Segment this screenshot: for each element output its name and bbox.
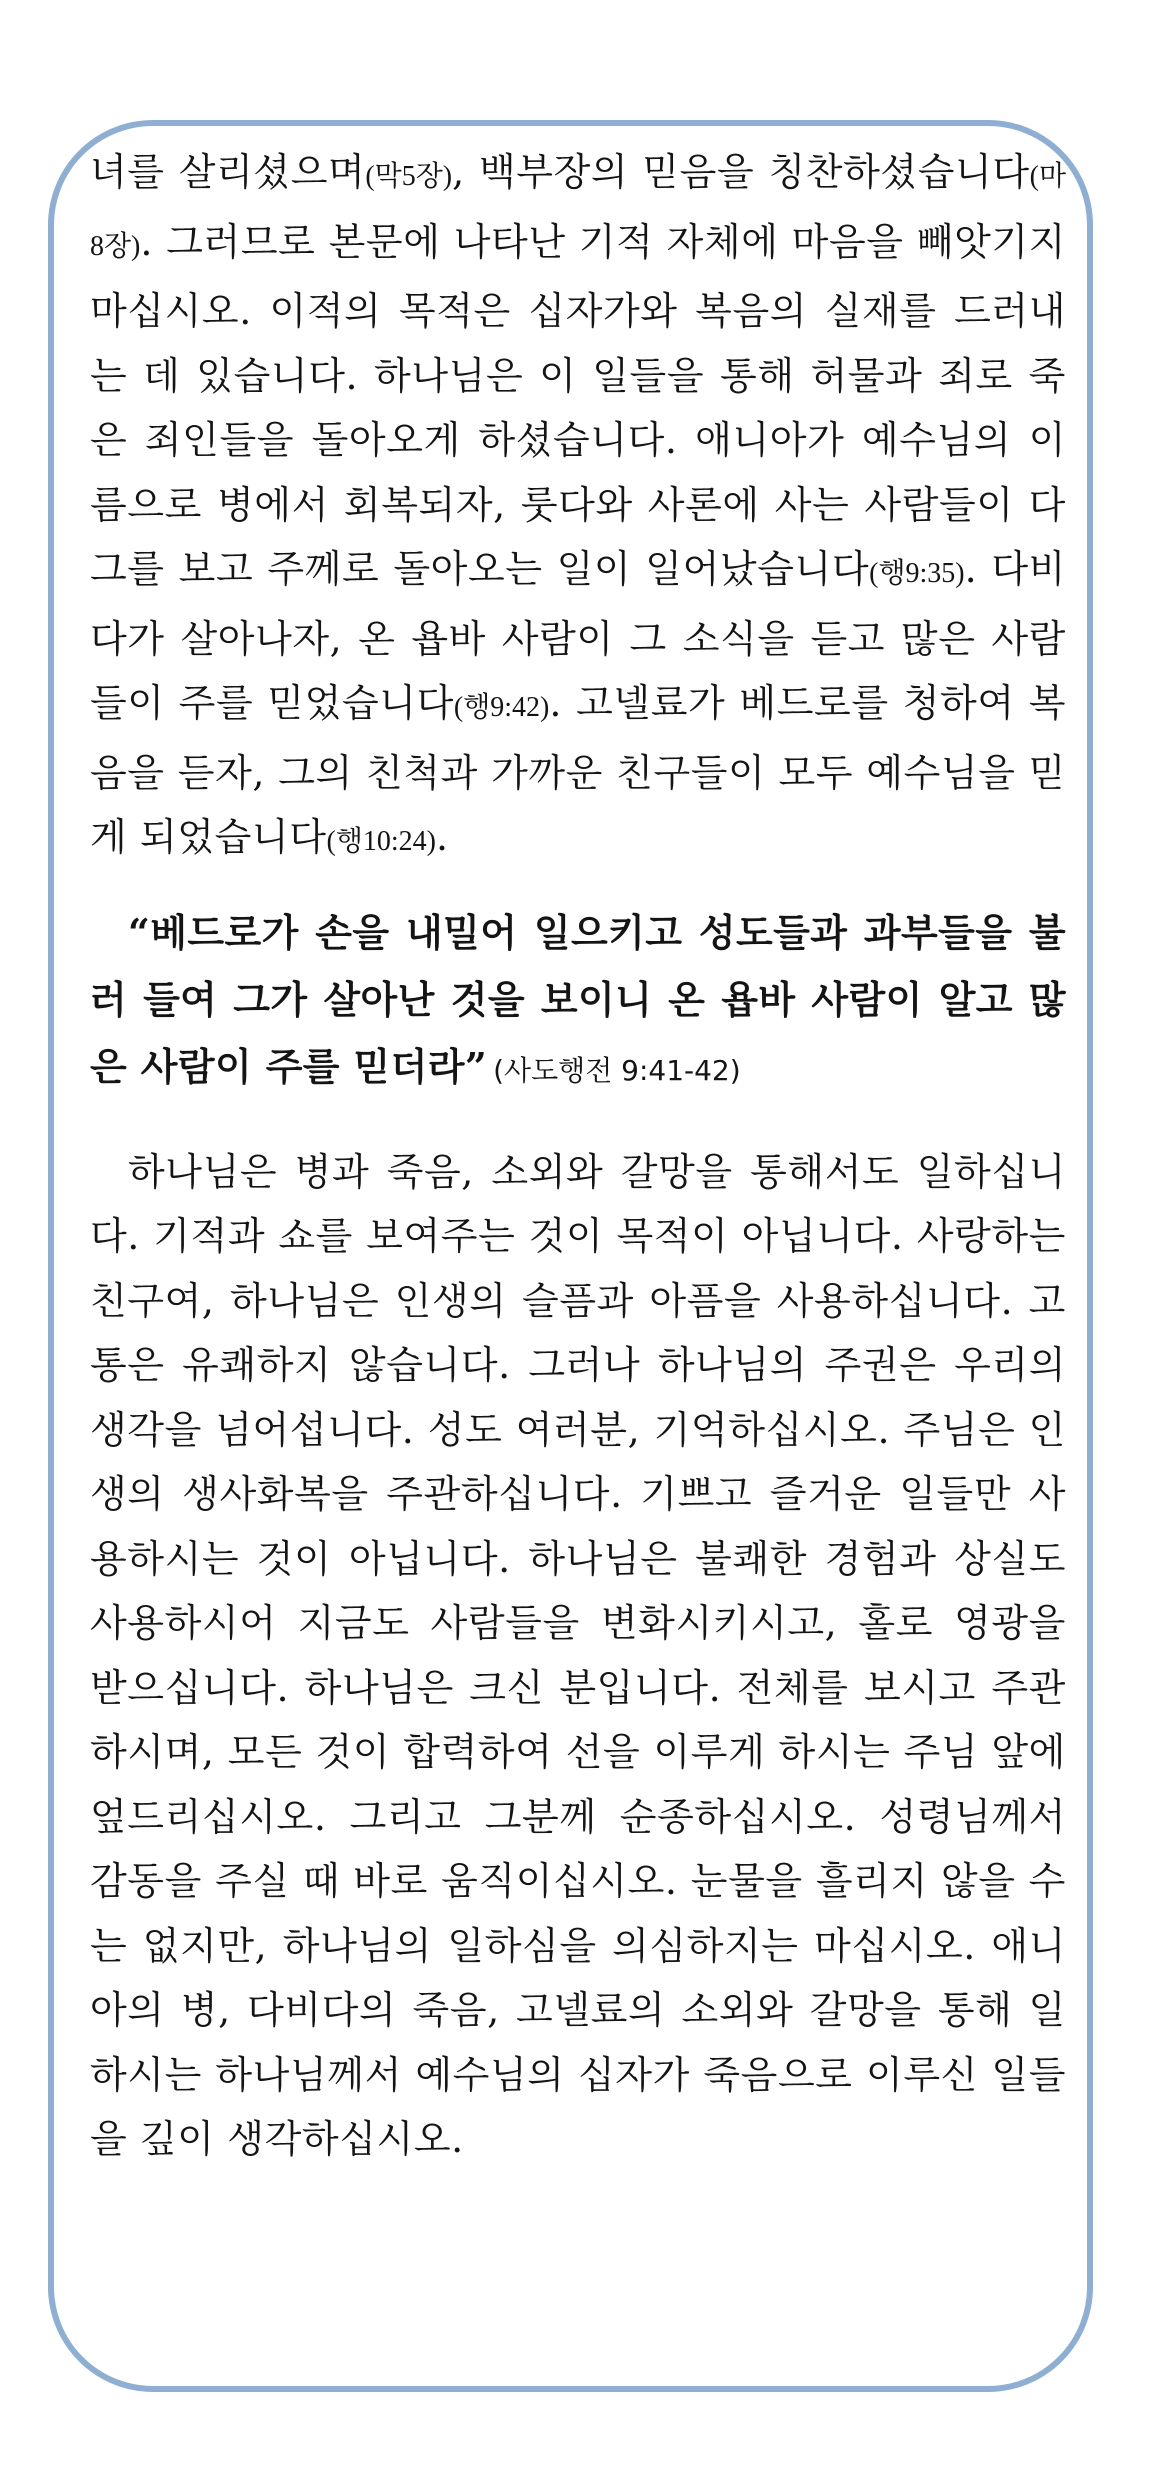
body-paragraph-1 xyxy=(90,140,1066,875)
para1-text-4: . 다비다가 살아나자, 온 욥바 사람이 그 소식을 듣고 많은 사람들이 주를 믿었습니다 xyxy=(90,547,1066,725)
scripture-ref-acts10-24: (행10:24) xyxy=(326,826,437,857)
quote-text: “베드로가 손을 내밀어 일으키고 성도들과 과부들을 불러 들여 그가 살아난 것을 보이니 온 욥바 사람이 알고 많은 사람이 주를 믿더라” xyxy=(90,909,1066,1089)
scripture-quote xyxy=(90,899,1066,1104)
body-paragraph-2: 하나님은 병과 죽음, 소외와 갈망을 통해서도 일하십니다. 기적과 쇼를 보여주는 것이 목적이 아닙니다. 사랑하는 친구여, 하나님은 인생의 슬픔과 아픔을 사용하십니다. 고통은 유쾌하지 않습니다. 그러나 하나님의 주권은 우리의 생각을 넘어섭니다. 성도 여러분, 기억하십시오. 주님은 인생의 생사화복을 주관하십니다. 기쁘고 즐거운 일들만 사용하시는 것이 아닙니다. 하나님은 불쾌한 경험과 상실도 사용하시어 지금도 사람들을 변화시키시고, 홀로 영광을 받으십니다. 하나님은 크신 분입니다. 전체를 보시고 주관하시며, 모든 것이 합력하여 선을 이루게 하시는 주님 앞에 엎드리십시오. 그리고 그분께 순종하십시오. 성령님께서 감동을 주실 때 바로 움직이십시오. 눈물을 흘리지 않을 수는 없지만, 하나님의 일하심을 의심하지는 마십시오. 애니아의 병, 다비다의 죽음, 고넬료의 소외와 갈망을 통해 일하시는 하나님께서 예수님의 십자가 죽음으로 이루신 일들을 깊이 생각하십시오. xyxy=(90,1149,1066,2161)
scripture-ref-mark5: (막5장) xyxy=(365,161,453,192)
para1-text-2: , 백부장의 믿음을 칭찬하셨습니다 xyxy=(452,150,1030,194)
quote-reference: (사도행전 9:41-42) xyxy=(493,1053,741,1087)
para1-text-5: . 고넬료가 베드로를 청하여 복음을 듣자, 그의 친척과 가까운 친구들이 모두 예수님을 믿게 되었습니다 xyxy=(90,681,1067,859)
scripture-ref-acts9-42: (행9:42) xyxy=(453,692,550,723)
para1-text-6: . xyxy=(436,815,449,859)
para1-text-1: 녀를 살리셨으며 xyxy=(90,150,366,194)
para1-text-3: . 그러므로 본문에 나타난 기적 자체에 마음을 빼앗기지 마십시오. 이적의 목적은 십자가와 복음의 실재를 드러내는 데 있습니다. 하나님은 이 일들을 통해 허물과 죄로 죽은 죄인들을 돌아오게 하셨습니다. 애니아가 예수님의 이름으로 병에서 회복되자, 룻다와 사론에 사는 사람들이 다 그를 보고 주께로 돌아오는 일이 일어났습니다 xyxy=(90,219,1066,591)
scripture-ref-matt8: (마8장) xyxy=(90,161,1066,262)
scripture-ref-acts9-35: (행9:35) xyxy=(869,558,965,589)
page-content xyxy=(90,140,1066,2172)
